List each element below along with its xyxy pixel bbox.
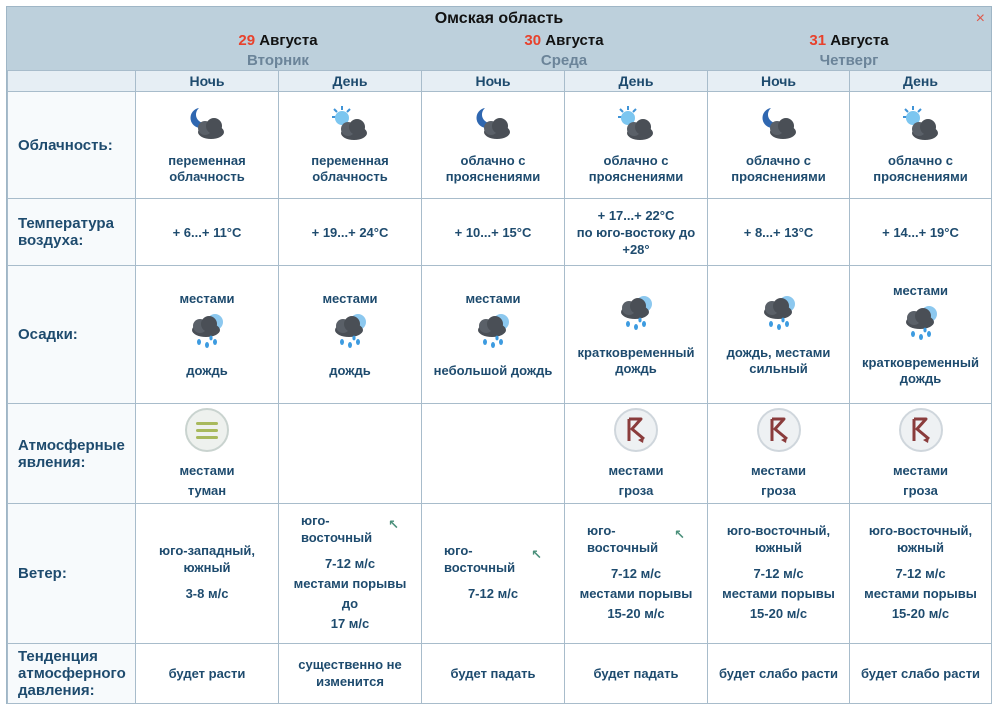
day-date-1: 29 Августа — [238, 32, 318, 49]
wind-cell — [565, 503, 708, 643]
phenomena-text-line: гроза — [761, 482, 796, 498]
wind-cell — [850, 503, 992, 643]
forecast-table — [7, 70, 992, 704]
wind-direction — [850, 522, 991, 556]
wind-direction-line: южный — [896, 540, 945, 556]
wind-speed-line: 15-20 м/с — [749, 606, 808, 622]
precipitation-cell — [565, 266, 708, 404]
part-day-2: День — [565, 71, 708, 92]
wind-speed — [722, 564, 835, 624]
phenomena-text-line: гроза — [618, 482, 654, 498]
wind-direction-line: юго-западный, — [158, 543, 256, 559]
phenomena-cell — [850, 404, 992, 503]
wind-direction — [279, 512, 421, 546]
thunderstorm-icon — [613, 407, 659, 453]
clouds-text-line: переменная — [168, 153, 246, 169]
rain-cloud-icon — [471, 311, 515, 351]
wind-content — [136, 542, 278, 604]
pressure-trend-line: изменится — [316, 674, 384, 690]
clouds-text-line: облачно с — [888, 153, 953, 169]
phenomena-content — [565, 407, 707, 501]
precipitation-text-line: дождь — [899, 370, 942, 386]
wind-direction-line: юго- — [443, 543, 473, 559]
temperature-value — [136, 224, 278, 241]
clouds-cell — [565, 92, 708, 199]
pressure-cell — [136, 643, 279, 703]
sun-cloud-icon — [614, 105, 658, 143]
wind-content — [565, 522, 707, 624]
precipitation-text-line: кратковременный — [862, 354, 979, 370]
clouds-cell — [136, 92, 279, 199]
clouds-content — [279, 105, 421, 185]
clouds-content — [708, 105, 849, 185]
row-label-wind: Ветер: — [8, 503, 136, 643]
precipitation-text — [329, 363, 370, 379]
precipitation-text — [434, 363, 553, 379]
part-day-3: День — [850, 71, 992, 92]
precipitation-qualifier: местами — [465, 290, 521, 306]
wind-direction-line: южный — [183, 560, 231, 576]
temperature-value — [708, 224, 849, 241]
wind-speed-line: 7-12 м/с — [895, 566, 946, 582]
phenomena-text — [179, 461, 234, 501]
precipitation-qualifier: местами — [322, 290, 378, 306]
precipitation-qualifier: местами — [179, 290, 235, 306]
clouds-text-line: облачно с — [603, 153, 669, 169]
clouds-cell — [708, 92, 850, 199]
region-title: Омская область — [434, 10, 564, 27]
clouds-text-line: переменная — [311, 153, 389, 169]
wind-direction-text — [301, 512, 372, 546]
phenomena-cell — [422, 404, 565, 503]
wind-direction-text — [159, 542, 255, 576]
day-weekday-3: Четверг — [819, 52, 879, 69]
rain-cloud-icon — [328, 311, 372, 351]
clouds-text — [873, 153, 968, 185]
pressure-cell — [850, 643, 992, 703]
pressure-cell — [565, 643, 708, 703]
row-phenomena — [8, 404, 992, 503]
clouds-cell — [422, 92, 565, 199]
temperature-line: + 17...+ 22°C — [597, 207, 675, 223]
pressure-trend-line: будет слабо расти — [718, 665, 839, 681]
forecast-panel — [6, 6, 992, 704]
wind-direction-text — [444, 542, 515, 576]
pressure-trend-line: будет расти — [168, 665, 246, 681]
row-clouds — [8, 92, 992, 199]
pressure-cell — [708, 643, 850, 703]
phenomena-text-line: гроза — [903, 482, 938, 498]
phenomena-cell — [279, 404, 422, 503]
phenomena-text — [751, 461, 806, 501]
clouds-text — [168, 153, 245, 185]
sun-cloud-icon — [328, 105, 372, 143]
clouds-content — [850, 105, 991, 185]
wind-content — [422, 542, 564, 604]
temperature-line: + 6...+ 11°C — [172, 224, 242, 240]
clouds-text — [589, 153, 684, 185]
wind-direction-line: восточный — [443, 560, 516, 576]
precipitation-cell — [850, 266, 992, 404]
temperature-value — [565, 207, 707, 258]
precipitation-cell — [422, 266, 565, 404]
wind-speed-line: 15-20 м/с — [607, 606, 665, 622]
wind-speed-line: до — [341, 596, 359, 612]
precipitation-text-line: дождь, местами — [726, 344, 831, 360]
precipitation-text-line: сильный — [749, 360, 808, 376]
close-icon[interactable]: × — [975, 10, 985, 27]
precipitation-content — [850, 283, 991, 387]
pressure-trend — [565, 665, 707, 682]
phenomena-text-line: туман — [187, 482, 227, 498]
wind-cell — [279, 503, 422, 643]
precipitation-cell — [708, 266, 850, 404]
precipitation-content — [279, 291, 421, 379]
wind-cell — [422, 503, 565, 643]
wind-cell — [708, 503, 850, 643]
wind-direction — [422, 542, 564, 576]
precipitation-text-line: дождь — [615, 360, 657, 376]
day-weekday-2: Среда — [540, 52, 588, 69]
clouds-content — [565, 105, 707, 185]
wind-speed-line: местами порывы — [579, 586, 693, 602]
wind-speed — [186, 584, 229, 604]
phenomena-text — [608, 461, 663, 501]
clouds-text — [731, 153, 826, 185]
wind-speed — [468, 584, 518, 604]
precipitation-text-line: дождь — [329, 362, 371, 378]
row-label-temperature: Температура воздуха: — [8, 199, 136, 266]
pressure-cell — [279, 643, 422, 703]
clouds-content — [136, 105, 278, 185]
wind-direction-line: юго-восточный, — [726, 523, 831, 539]
clouds-text — [446, 153, 541, 185]
day-date-2: 30 Августа — [524, 32, 604, 49]
pressure-trend — [279, 656, 421, 690]
moon-cloud-icon — [471, 105, 515, 143]
wind-speed — [294, 554, 407, 634]
phenomena-content — [136, 407, 278, 501]
clouds-content — [422, 105, 564, 185]
thunderstorm-icon — [898, 407, 944, 453]
temperature-line: + 8...+ 13°C — [743, 224, 814, 240]
row-label-clouds: Облачность: — [8, 92, 136, 199]
phenomena-content — [708, 407, 849, 501]
rain-cloud-icon — [899, 303, 943, 343]
temperature-line: по юго-востоку до — [576, 224, 696, 240]
precipitation-content — [136, 291, 278, 379]
wind-direction-text — [587, 522, 658, 556]
precipitation-text — [578, 345, 695, 377]
day-date-3: 31 Августа — [809, 32, 889, 49]
wind-speed — [864, 564, 977, 624]
day-weekday-1: Вторник — [247, 52, 309, 69]
wind-speed-line: местами порывы — [722, 586, 835, 602]
sun-cloud-icon — [899, 105, 943, 143]
temperature-cell — [422, 199, 565, 266]
temperature-cell — [279, 199, 422, 266]
wind-direction — [136, 542, 278, 576]
clouds-text — [311, 153, 388, 185]
phenomena-text-line: местами — [179, 462, 235, 478]
clouds-text-line: прояснениями — [873, 169, 968, 185]
precipitation-content — [565, 293, 707, 377]
clouds-text-line: прояснениями — [731, 169, 826, 185]
wind-arrow-icon: ↖ — [531, 547, 543, 563]
wind-direction-line: восточный — [586, 540, 659, 556]
temperature-line: + 19...+ 24°C — [311, 224, 389, 240]
pressure-trend-line: будет падать — [593, 665, 679, 681]
wind-direction-text — [727, 522, 830, 556]
precipitation-cell — [279, 266, 422, 404]
precipitation-text — [186, 363, 227, 379]
rain-cloud-icon — [757, 293, 801, 333]
wind-speed-line: 15-20 м/с — [891, 606, 950, 622]
wind-speed-line: 7-12 м/с — [467, 586, 519, 602]
rain-cloud-icon — [614, 293, 658, 333]
moon-cloud-icon — [185, 105, 229, 143]
phenomena-text-line: местами — [608, 462, 664, 478]
clouds-text-line: облачно с — [746, 153, 811, 169]
pressure-trend — [850, 665, 991, 682]
part-night-1: Ночь — [136, 71, 279, 92]
phenomena-content — [850, 407, 991, 501]
wind-content — [708, 522, 849, 624]
phenomena-cell — [708, 404, 850, 503]
pressure-trend — [708, 665, 849, 682]
clouds-text-line: прояснениями — [588, 169, 684, 185]
forecast-header — [7, 7, 991, 70]
clouds-text-line: облачность — [312, 169, 388, 185]
temperature-cell — [708, 199, 850, 266]
temperature-cell — [136, 199, 279, 266]
pressure-trend — [422, 665, 564, 682]
precipitation-content — [422, 291, 564, 379]
precipitation-text — [727, 345, 831, 377]
wind-direction-line: восточный — [300, 530, 373, 546]
precipitation-text — [862, 355, 979, 387]
phenomena-text-line: местами — [892, 462, 949, 478]
precipitation-text-line: кратковременный — [577, 344, 695, 360]
wind-speed-line: 3-8 м/с — [185, 586, 229, 602]
pressure-trend-line: будет падать — [450, 665, 536, 681]
pressure-trend — [136, 665, 278, 682]
pressure-trend-line: существенно не — [298, 657, 402, 673]
wind-speed-line: 7-12 м/с — [753, 566, 804, 582]
row-label-phenomena: Атмосферные явления: — [8, 404, 136, 503]
part-day-1: День — [279, 71, 422, 92]
wind-direction — [708, 522, 849, 556]
moon-cloud-icon — [757, 105, 801, 143]
wind-direction — [565, 522, 707, 556]
clouds-text-line: прояснениями — [445, 169, 541, 185]
temperature-line: + 10...+ 15°C — [454, 224, 532, 240]
fog-icon — [184, 407, 230, 453]
wind-cell — [136, 503, 279, 643]
clouds-text-line: облачно с — [460, 153, 526, 169]
wind-content — [850, 522, 991, 624]
wind-direction-text — [869, 522, 972, 556]
wind-arrow-icon: ↖ — [674, 527, 686, 543]
precipitation-cell — [136, 266, 279, 404]
clouds-text-line: облачность — [169, 169, 245, 185]
wind-speed-line: 17 м/с — [330, 616, 370, 632]
clouds-cell — [850, 92, 992, 199]
phenomena-text — [893, 461, 948, 501]
temperature-value — [279, 224, 421, 241]
corner-cell — [8, 71, 136, 92]
pressure-cell — [422, 643, 565, 703]
row-label-pressure: Тенденция атмосферного давления: — [8, 643, 136, 703]
pressure-trend-line: будет слабо расти — [860, 665, 981, 681]
temperature-value — [850, 224, 991, 241]
row-precipitation — [8, 266, 992, 404]
phenomena-cell — [136, 404, 279, 503]
clouds-cell — [279, 92, 422, 199]
temperature-cell — [850, 199, 992, 266]
wind-direction-line: юго- — [300, 513, 330, 529]
wind-direction-line: юго-восточный, — [868, 523, 973, 539]
temperature-cell — [565, 199, 708, 266]
phenomena-text-line: местами — [750, 462, 807, 478]
precipitation-content — [708, 293, 849, 377]
part-night-2: Ночь — [422, 71, 565, 92]
wind-speed-line: местами порывы — [293, 576, 407, 592]
row-wind — [8, 503, 992, 643]
wind-direction-line: юго- — [586, 523, 616, 539]
temperature-value — [422, 224, 564, 241]
wind-speed-line: 7-12 м/с — [610, 566, 662, 582]
wind-content — [279, 512, 421, 634]
part-night-3: Ночь — [708, 71, 850, 92]
temperature-line: +28° — [622, 241, 650, 257]
row-pressure — [8, 643, 992, 703]
row-label-precipitation: Осадки: — [8, 266, 136, 404]
precipitation-qualifier: местами — [892, 282, 949, 298]
phenomena-cell — [565, 404, 708, 503]
rain-cloud-icon — [185, 311, 229, 351]
row-temperature — [8, 199, 992, 266]
precipitation-text-line: дождь — [186, 362, 228, 378]
temperature-line: + 14...+ 19°C — [882, 224, 959, 240]
wind-direction-line: южный — [754, 540, 803, 556]
wind-arrow-icon: ↖ — [388, 517, 400, 533]
wind-speed-line: 7-12 м/с — [324, 556, 376, 572]
wind-speed-line: местами порывы — [864, 586, 977, 602]
thunderstorm-icon — [756, 407, 802, 453]
precipitation-text-line: небольшой дождь — [433, 362, 553, 378]
wind-speed — [580, 564, 693, 624]
